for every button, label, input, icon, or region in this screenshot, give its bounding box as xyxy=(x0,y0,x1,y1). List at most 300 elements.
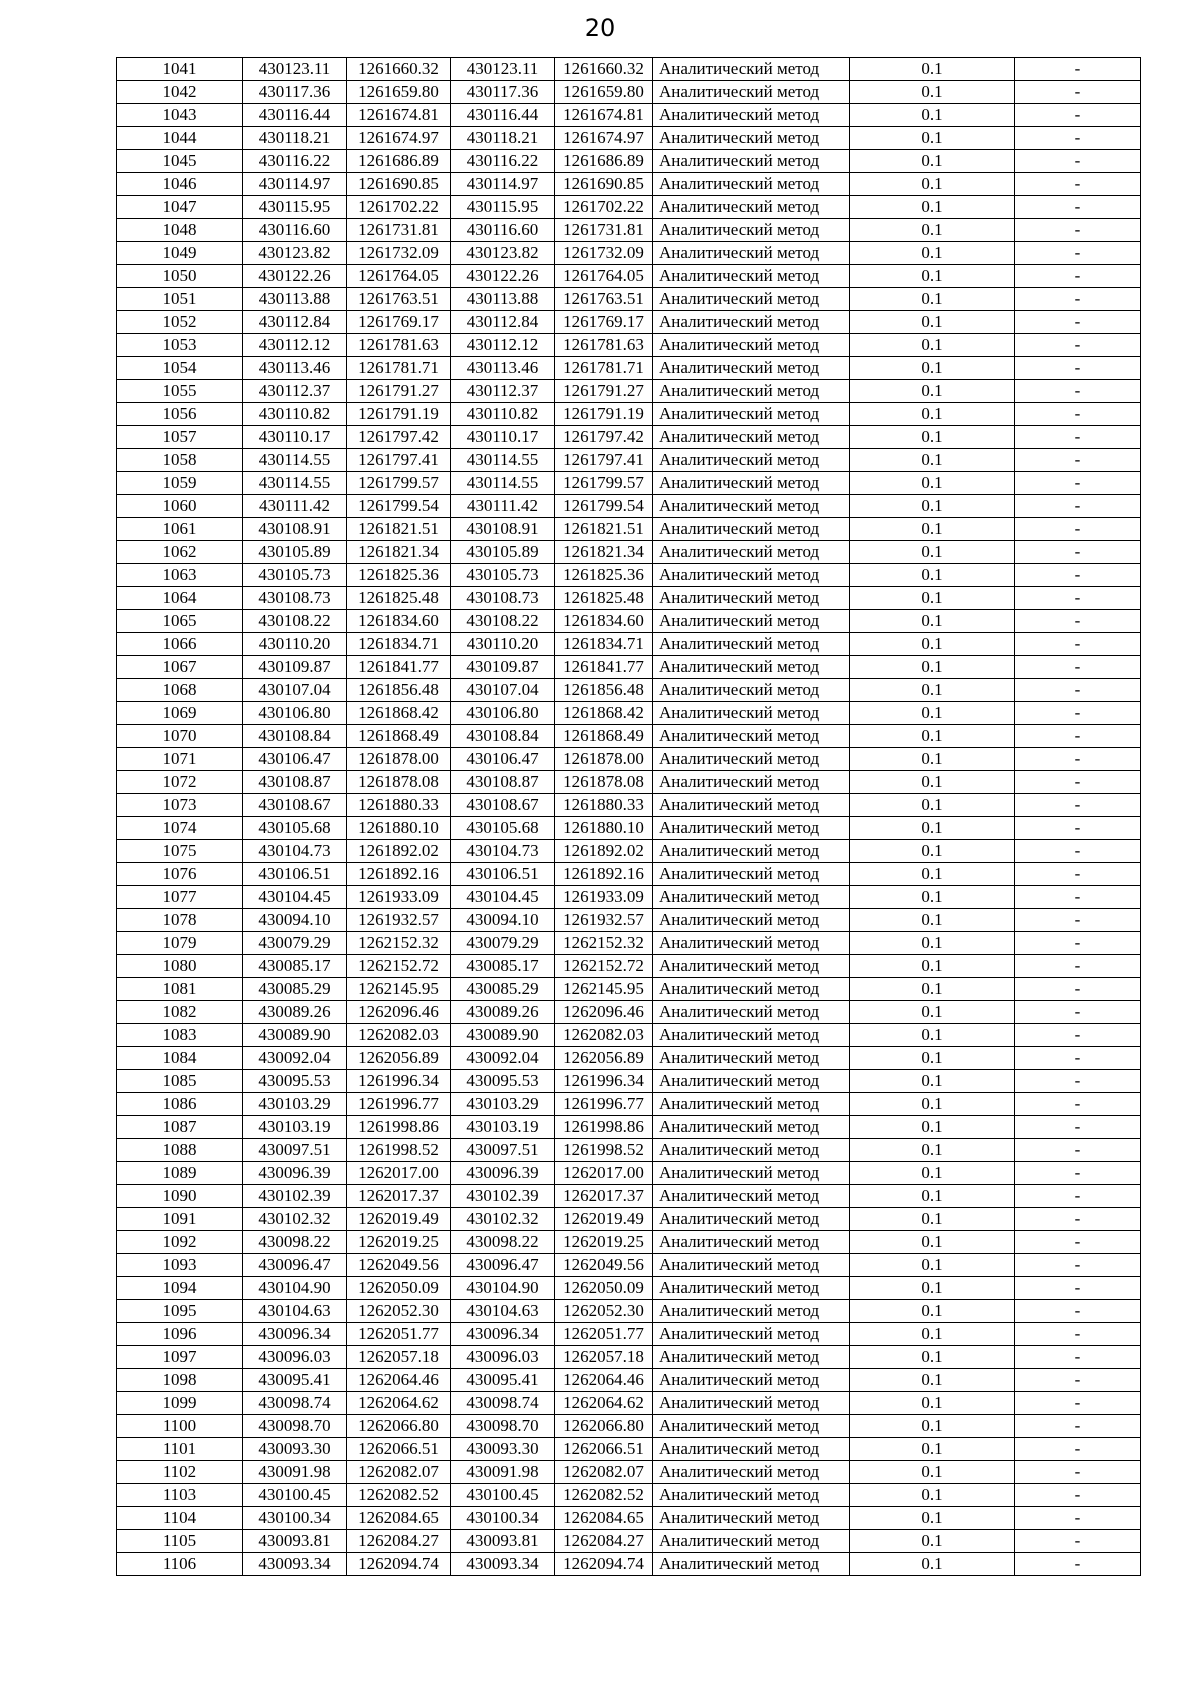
cell-y-coordinate: 1262082.03 xyxy=(347,1024,451,1047)
cell-point-number: 1054 xyxy=(117,357,243,380)
table-row xyxy=(117,242,1141,265)
cell-accuracy: 0.1 xyxy=(850,449,1015,472)
cell-x-coordinate: 430096.47 xyxy=(243,1254,347,1277)
table-row xyxy=(117,886,1141,909)
cell-x-coordinate: 430098.22 xyxy=(243,1231,347,1254)
cell-note: - xyxy=(1015,104,1141,127)
cell-x-coordinate-alt: 430110.82 xyxy=(451,403,555,426)
cell-accuracy: 0.1 xyxy=(850,1507,1015,1530)
cell-x-coordinate-alt: 430093.30 xyxy=(451,1438,555,1461)
cell-note: - xyxy=(1015,978,1141,1001)
cell-accuracy: 0.1 xyxy=(850,81,1015,104)
cell-y-coordinate-alt: 1262082.03 xyxy=(555,1024,653,1047)
cell-point-number: 1076 xyxy=(117,863,243,886)
cell-note: - xyxy=(1015,771,1141,794)
cell-x-coordinate: 430085.29 xyxy=(243,978,347,1001)
cell-method: Аналитический метод xyxy=(653,1553,850,1576)
cell-y-coordinate-alt: 1262084.65 xyxy=(555,1507,653,1530)
cell-y-coordinate: 1261791.19 xyxy=(347,403,451,426)
cell-x-coordinate-alt: 430094.10 xyxy=(451,909,555,932)
cell-y-coordinate-alt: 1262049.56 xyxy=(555,1254,653,1277)
cell-method: Аналитический метод xyxy=(653,771,850,794)
cell-accuracy: 0.1 xyxy=(850,242,1015,265)
cell-accuracy: 0.1 xyxy=(850,955,1015,978)
cell-method: Аналитический метод xyxy=(653,1208,850,1231)
cell-point-number: 1088 xyxy=(117,1139,243,1162)
cell-point-number: 1082 xyxy=(117,1001,243,1024)
cell-method: Аналитический метод xyxy=(653,1438,850,1461)
cell-point-number: 1102 xyxy=(117,1461,243,1484)
cell-y-coordinate-alt: 1261674.81 xyxy=(555,104,653,127)
cell-x-coordinate: 430108.87 xyxy=(243,771,347,794)
cell-y-coordinate-alt: 1261797.41 xyxy=(555,449,653,472)
cell-method: Аналитический метод xyxy=(653,173,850,196)
cell-point-number: 1057 xyxy=(117,426,243,449)
table-row xyxy=(117,495,1141,518)
cell-y-coordinate-alt: 1261764.05 xyxy=(555,265,653,288)
cell-note: - xyxy=(1015,518,1141,541)
cell-y-coordinate-alt: 1261791.19 xyxy=(555,403,653,426)
cell-y-coordinate: 1262096.46 xyxy=(347,1001,451,1024)
cell-method: Аналитический метод xyxy=(653,1070,850,1093)
cell-point-number: 1073 xyxy=(117,794,243,817)
cell-note: - xyxy=(1015,449,1141,472)
cell-y-coordinate-alt: 1261996.77 xyxy=(555,1093,653,1116)
table-row xyxy=(117,702,1141,725)
table-row xyxy=(117,449,1141,472)
cell-x-coordinate: 430111.42 xyxy=(243,495,347,518)
cell-x-coordinate-alt: 430112.37 xyxy=(451,380,555,403)
cell-accuracy: 0.1 xyxy=(850,886,1015,909)
cell-point-number: 1045 xyxy=(117,150,243,173)
cell-method: Аналитический метод xyxy=(653,449,850,472)
cell-x-coordinate-alt: 430108.87 xyxy=(451,771,555,794)
cell-x-coordinate: 430105.68 xyxy=(243,817,347,840)
cell-accuracy: 0.1 xyxy=(850,173,1015,196)
cell-method: Аналитический метод xyxy=(653,196,850,219)
cell-x-coordinate: 430093.81 xyxy=(243,1530,347,1553)
cell-y-coordinate: 1261660.32 xyxy=(347,58,451,81)
cell-accuracy: 0.1 xyxy=(850,633,1015,656)
cell-method: Аналитический метод xyxy=(653,150,850,173)
cell-y-coordinate-alt: 1261834.71 xyxy=(555,633,653,656)
cell-note: - xyxy=(1015,1001,1141,1024)
cell-y-coordinate-alt: 1261821.34 xyxy=(555,541,653,564)
cell-y-coordinate: 1262082.07 xyxy=(347,1461,451,1484)
cell-note: - xyxy=(1015,1369,1141,1392)
cell-method: Аналитический метод xyxy=(653,380,850,403)
cell-y-coordinate-alt: 1261932.57 xyxy=(555,909,653,932)
cell-point-number: 1059 xyxy=(117,472,243,495)
table-row xyxy=(117,472,1141,495)
table-row xyxy=(117,150,1141,173)
cell-y-coordinate: 1261892.02 xyxy=(347,840,451,863)
cell-method: Аналитический метод xyxy=(653,610,850,633)
cell-x-coordinate: 430095.53 xyxy=(243,1070,347,1093)
cell-x-coordinate: 430085.17 xyxy=(243,955,347,978)
cell-note: - xyxy=(1015,794,1141,817)
cell-y-coordinate: 1262152.32 xyxy=(347,932,451,955)
cell-accuracy: 0.1 xyxy=(850,1553,1015,1576)
cell-point-number: 1061 xyxy=(117,518,243,541)
cell-method: Аналитический метод xyxy=(653,334,850,357)
cell-y-coordinate: 1261674.81 xyxy=(347,104,451,127)
table-row xyxy=(117,1208,1141,1231)
cell-method: Аналитический метод xyxy=(653,702,850,725)
cell-accuracy: 0.1 xyxy=(850,1530,1015,1553)
cell-y-coordinate-alt: 1262019.49 xyxy=(555,1208,653,1231)
cell-x-coordinate: 430091.98 xyxy=(243,1461,347,1484)
cell-point-number: 1065 xyxy=(117,610,243,633)
cell-x-coordinate: 430109.87 xyxy=(243,656,347,679)
cell-note: - xyxy=(1015,1438,1141,1461)
cell-x-coordinate: 430094.10 xyxy=(243,909,347,932)
cell-method: Аналитический метод xyxy=(653,794,850,817)
cell-point-number: 1103 xyxy=(117,1484,243,1507)
table-row xyxy=(117,81,1141,104)
cell-y-coordinate-alt: 1262050.09 xyxy=(555,1277,653,1300)
cell-accuracy: 0.1 xyxy=(850,1484,1015,1507)
cell-method: Аналитический метод xyxy=(653,1093,850,1116)
cell-x-coordinate-alt: 430096.34 xyxy=(451,1323,555,1346)
cell-x-coordinate-alt: 430093.34 xyxy=(451,1553,555,1576)
cell-point-number: 1064 xyxy=(117,587,243,610)
table-row xyxy=(117,656,1141,679)
cell-x-coordinate-alt: 430115.95 xyxy=(451,196,555,219)
cell-method: Аналитический метод xyxy=(653,955,850,978)
cell-note: - xyxy=(1015,1323,1141,1346)
cell-note: - xyxy=(1015,242,1141,265)
cell-note: - xyxy=(1015,1093,1141,1116)
table-row xyxy=(117,1323,1141,1346)
cell-note: - xyxy=(1015,541,1141,564)
table-row xyxy=(117,1001,1141,1024)
cell-accuracy: 0.1 xyxy=(850,771,1015,794)
cell-accuracy: 0.1 xyxy=(850,840,1015,863)
cell-note: - xyxy=(1015,1047,1141,1070)
cell-x-coordinate: 430114.55 xyxy=(243,449,347,472)
cell-y-coordinate: 1261690.85 xyxy=(347,173,451,196)
cell-y-coordinate: 1261996.34 xyxy=(347,1070,451,1093)
cell-x-coordinate: 430122.26 xyxy=(243,265,347,288)
cell-point-number: 1067 xyxy=(117,656,243,679)
table-row xyxy=(117,1139,1141,1162)
cell-x-coordinate-alt: 430098.22 xyxy=(451,1231,555,1254)
cell-y-coordinate: 1261821.51 xyxy=(347,518,451,541)
cell-y-coordinate-alt: 1261799.57 xyxy=(555,472,653,495)
cell-x-coordinate-alt: 430110.20 xyxy=(451,633,555,656)
cell-y-coordinate: 1261856.48 xyxy=(347,679,451,702)
cell-accuracy: 0.1 xyxy=(850,1001,1015,1024)
cell-note: - xyxy=(1015,334,1141,357)
cell-accuracy: 0.1 xyxy=(850,127,1015,150)
table-row xyxy=(117,863,1141,886)
cell-x-coordinate: 430110.20 xyxy=(243,633,347,656)
table-row xyxy=(117,1277,1141,1300)
table-row xyxy=(117,1392,1141,1415)
cell-note: - xyxy=(1015,1116,1141,1139)
cell-point-number: 1075 xyxy=(117,840,243,863)
cell-y-coordinate: 1261674.97 xyxy=(347,127,451,150)
cell-x-coordinate-alt: 430110.17 xyxy=(451,426,555,449)
cell-method: Аналитический метод xyxy=(653,1346,850,1369)
cell-x-coordinate-alt: 430097.51 xyxy=(451,1139,555,1162)
cell-y-coordinate: 1261998.52 xyxy=(347,1139,451,1162)
cell-x-coordinate-alt: 430113.46 xyxy=(451,357,555,380)
cell-point-number: 1078 xyxy=(117,909,243,932)
cell-x-coordinate-alt: 430100.45 xyxy=(451,1484,555,1507)
cell-x-coordinate: 430123.82 xyxy=(243,242,347,265)
cell-note: - xyxy=(1015,1346,1141,1369)
cell-note: - xyxy=(1015,1530,1141,1553)
cell-x-coordinate: 430108.91 xyxy=(243,518,347,541)
cell-x-coordinate: 430092.04 xyxy=(243,1047,347,1070)
cell-y-coordinate: 1262145.95 xyxy=(347,978,451,1001)
cell-point-number: 1046 xyxy=(117,173,243,196)
cell-method: Аналитический метод xyxy=(653,1116,850,1139)
cell-point-number: 1089 xyxy=(117,1162,243,1185)
cell-note: - xyxy=(1015,840,1141,863)
cell-y-coordinate-alt: 1262051.77 xyxy=(555,1323,653,1346)
cell-y-coordinate: 1261769.17 xyxy=(347,311,451,334)
cell-note: - xyxy=(1015,380,1141,403)
cell-note: - xyxy=(1015,150,1141,173)
cell-x-coordinate-alt: 430114.97 xyxy=(451,173,555,196)
cell-accuracy: 0.1 xyxy=(850,1024,1015,1047)
cell-y-coordinate: 1261797.42 xyxy=(347,426,451,449)
cell-y-coordinate: 1261834.60 xyxy=(347,610,451,633)
cell-x-coordinate-alt: 430116.60 xyxy=(451,219,555,242)
cell-x-coordinate: 430106.80 xyxy=(243,702,347,725)
cell-x-coordinate: 430079.29 xyxy=(243,932,347,955)
table-row xyxy=(117,1185,1141,1208)
cell-accuracy: 0.1 xyxy=(850,1438,1015,1461)
cell-y-coordinate: 1262049.56 xyxy=(347,1254,451,1277)
cell-point-number: 1048 xyxy=(117,219,243,242)
cell-method: Аналитический метод xyxy=(653,265,850,288)
cell-y-coordinate-alt: 1261996.34 xyxy=(555,1070,653,1093)
cell-accuracy: 0.1 xyxy=(850,104,1015,127)
cell-point-number: 1053 xyxy=(117,334,243,357)
cell-point-number: 1101 xyxy=(117,1438,243,1461)
cell-note: - xyxy=(1015,702,1141,725)
table-row xyxy=(117,426,1141,449)
cell-y-coordinate-alt: 1261878.00 xyxy=(555,748,653,771)
cell-point-number: 1083 xyxy=(117,1024,243,1047)
table-row xyxy=(117,357,1141,380)
table-row xyxy=(117,518,1141,541)
cell-accuracy: 0.1 xyxy=(850,932,1015,955)
cell-x-coordinate-alt: 430104.63 xyxy=(451,1300,555,1323)
cell-x-coordinate: 430106.47 xyxy=(243,748,347,771)
cell-note: - xyxy=(1015,357,1141,380)
cell-y-coordinate: 1262017.00 xyxy=(347,1162,451,1185)
cell-point-number: 1041 xyxy=(117,58,243,81)
cell-accuracy: 0.1 xyxy=(850,1162,1015,1185)
cell-accuracy: 0.1 xyxy=(850,1139,1015,1162)
cell-y-coordinate-alt: 1261731.81 xyxy=(555,219,653,242)
cell-x-coordinate: 430105.89 xyxy=(243,541,347,564)
cell-method: Аналитический метод xyxy=(653,357,850,380)
cell-y-coordinate: 1261932.57 xyxy=(347,909,451,932)
cell-accuracy: 0.1 xyxy=(850,748,1015,771)
cell-y-coordinate: 1262019.25 xyxy=(347,1231,451,1254)
cell-method: Аналитический метод xyxy=(653,932,850,955)
cell-method: Аналитический метод xyxy=(653,725,850,748)
cell-y-coordinate-alt: 1261892.02 xyxy=(555,840,653,863)
cell-note: - xyxy=(1015,1162,1141,1185)
cell-point-number: 1055 xyxy=(117,380,243,403)
table-row xyxy=(117,1346,1141,1369)
cell-accuracy: 0.1 xyxy=(850,403,1015,426)
cell-point-number: 1042 xyxy=(117,81,243,104)
table-row xyxy=(117,265,1141,288)
cell-y-coordinate: 1261996.77 xyxy=(347,1093,451,1116)
cell-y-coordinate: 1261791.27 xyxy=(347,380,451,403)
table-row xyxy=(117,1461,1141,1484)
cell-y-coordinate: 1262056.89 xyxy=(347,1047,451,1070)
cell-method: Аналитический метод xyxy=(653,840,850,863)
cell-method: Аналитический метод xyxy=(653,518,850,541)
cell-point-number: 1092 xyxy=(117,1231,243,1254)
cell-method: Аналитический метод xyxy=(653,541,850,564)
cell-y-coordinate: 1261797.41 xyxy=(347,449,451,472)
cell-note: - xyxy=(1015,127,1141,150)
cell-x-coordinate: 430100.34 xyxy=(243,1507,347,1530)
table-row xyxy=(117,909,1141,932)
cell-y-coordinate-alt: 1261880.10 xyxy=(555,817,653,840)
cell-note: - xyxy=(1015,288,1141,311)
cell-method: Аналитический метод xyxy=(653,403,850,426)
cell-note: - xyxy=(1015,1300,1141,1323)
cell-note: - xyxy=(1015,886,1141,909)
cell-x-coordinate-alt: 430096.39 xyxy=(451,1162,555,1185)
cell-point-number: 1047 xyxy=(117,196,243,219)
table-row xyxy=(117,196,1141,219)
cell-method: Аналитический метод xyxy=(653,311,850,334)
cell-method: Аналитический метод xyxy=(653,679,850,702)
cell-point-number: 1097 xyxy=(117,1346,243,1369)
cell-point-number: 1043 xyxy=(117,104,243,127)
cell-y-coordinate-alt: 1261825.36 xyxy=(555,564,653,587)
cell-x-coordinate-alt: 430112.12 xyxy=(451,334,555,357)
cell-method: Аналитический метод xyxy=(653,1300,850,1323)
cell-x-coordinate-alt: 430098.70 xyxy=(451,1415,555,1438)
cell-y-coordinate-alt: 1262052.30 xyxy=(555,1300,653,1323)
cell-note: - xyxy=(1015,173,1141,196)
cell-point-number: 1087 xyxy=(117,1116,243,1139)
cell-point-number: 1062 xyxy=(117,541,243,564)
cell-method: Аналитический метод xyxy=(653,127,850,150)
cell-point-number: 1106 xyxy=(117,1553,243,1576)
cell-x-coordinate-alt: 430104.90 xyxy=(451,1277,555,1300)
cell-x-coordinate-alt: 430114.55 xyxy=(451,472,555,495)
cell-y-coordinate: 1262066.80 xyxy=(347,1415,451,1438)
cell-x-coordinate-alt: 430106.80 xyxy=(451,702,555,725)
cell-x-coordinate-alt: 430079.29 xyxy=(451,932,555,955)
cell-point-number: 1072 xyxy=(117,771,243,794)
table-row xyxy=(117,380,1141,403)
cell-point-number: 1068 xyxy=(117,679,243,702)
cell-y-coordinate-alt: 1262096.46 xyxy=(555,1001,653,1024)
cell-x-coordinate-alt: 430109.87 xyxy=(451,656,555,679)
table-row xyxy=(117,1438,1141,1461)
cell-y-coordinate-alt: 1262152.32 xyxy=(555,932,653,955)
cell-x-coordinate-alt: 430108.73 xyxy=(451,587,555,610)
table-row xyxy=(117,1093,1141,1116)
cell-x-coordinate: 430107.04 xyxy=(243,679,347,702)
cell-x-coordinate-alt: 430116.22 xyxy=(451,150,555,173)
cell-x-coordinate: 430098.70 xyxy=(243,1415,347,1438)
cell-x-coordinate: 430112.12 xyxy=(243,334,347,357)
cell-accuracy: 0.1 xyxy=(850,1093,1015,1116)
cell-note: - xyxy=(1015,1231,1141,1254)
cell-method: Аналитический метод xyxy=(653,1415,850,1438)
cell-y-coordinate: 1262152.72 xyxy=(347,955,451,978)
cell-x-coordinate-alt: 430117.36 xyxy=(451,81,555,104)
cell-y-coordinate: 1261825.48 xyxy=(347,587,451,610)
table-row xyxy=(117,1415,1141,1438)
cell-x-coordinate-alt: 430118.21 xyxy=(451,127,555,150)
cell-y-coordinate: 1261686.89 xyxy=(347,150,451,173)
cell-accuracy: 0.1 xyxy=(850,1254,1015,1277)
cell-x-coordinate: 430104.90 xyxy=(243,1277,347,1300)
cell-accuracy: 0.1 xyxy=(850,1231,1015,1254)
cell-point-number: 1080 xyxy=(117,955,243,978)
cell-method: Аналитический метод xyxy=(653,242,850,265)
cell-y-coordinate-alt: 1261674.97 xyxy=(555,127,653,150)
cell-x-coordinate-alt: 430089.90 xyxy=(451,1024,555,1047)
cell-accuracy: 0.1 xyxy=(850,1346,1015,1369)
cell-note: - xyxy=(1015,1507,1141,1530)
table-row xyxy=(117,1484,1141,1507)
cell-method: Аналитический метод xyxy=(653,426,850,449)
cell-note: - xyxy=(1015,955,1141,978)
cell-x-coordinate: 430098.74 xyxy=(243,1392,347,1415)
cell-accuracy: 0.1 xyxy=(850,817,1015,840)
cell-y-coordinate: 1261892.16 xyxy=(347,863,451,886)
cell-y-coordinate-alt: 1262084.27 xyxy=(555,1530,653,1553)
cell-y-coordinate: 1262051.77 xyxy=(347,1323,451,1346)
cell-note: - xyxy=(1015,1553,1141,1576)
cell-method: Аналитический метод xyxy=(653,1047,850,1070)
cell-x-coordinate: 430106.51 xyxy=(243,863,347,886)
cell-accuracy: 0.1 xyxy=(850,334,1015,357)
cell-point-number: 1056 xyxy=(117,403,243,426)
cell-y-coordinate: 1261998.86 xyxy=(347,1116,451,1139)
cell-x-coordinate: 430110.82 xyxy=(243,403,347,426)
table-row xyxy=(117,725,1141,748)
cell-y-coordinate: 1261825.36 xyxy=(347,564,451,587)
cell-y-coordinate-alt: 1261998.52 xyxy=(555,1139,653,1162)
cell-y-coordinate-alt: 1261769.17 xyxy=(555,311,653,334)
cell-x-coordinate: 430089.26 xyxy=(243,1001,347,1024)
cell-y-coordinate: 1261841.77 xyxy=(347,656,451,679)
cell-note: - xyxy=(1015,564,1141,587)
cell-x-coordinate-alt: 430092.04 xyxy=(451,1047,555,1070)
cell-accuracy: 0.1 xyxy=(850,311,1015,334)
cell-y-coordinate-alt: 1262057.18 xyxy=(555,1346,653,1369)
cell-point-number: 1099 xyxy=(117,1392,243,1415)
cell-method: Аналитический метод xyxy=(653,1185,850,1208)
cell-y-coordinate-alt: 1262017.37 xyxy=(555,1185,653,1208)
cell-y-coordinate: 1261868.42 xyxy=(347,702,451,725)
cell-x-coordinate: 430114.55 xyxy=(243,472,347,495)
cell-point-number: 1100 xyxy=(117,1415,243,1438)
cell-y-coordinate-alt: 1261834.60 xyxy=(555,610,653,633)
cell-note: - xyxy=(1015,1415,1141,1438)
table-row xyxy=(117,1047,1141,1070)
